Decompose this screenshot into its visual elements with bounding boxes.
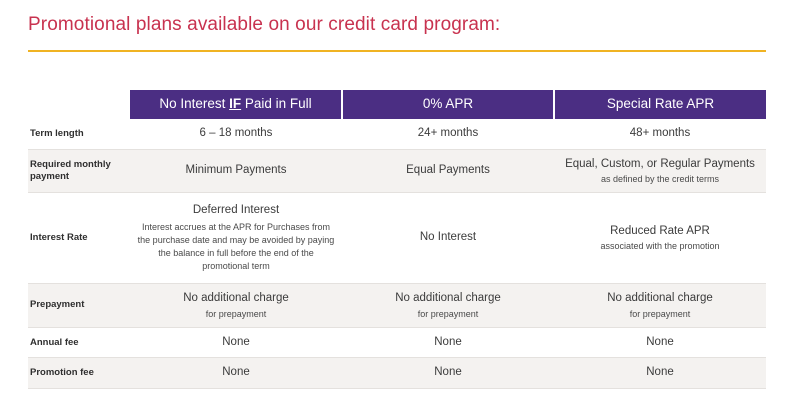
cell-interest-rate-zero-apr (342, 193, 554, 284)
cell-prepayment-zero-apr (342, 284, 554, 328)
cell-main-text: 6 – 18 months (199, 127, 273, 140)
cell-main-text: Deferred Interest (192, 204, 280, 217)
table-row (28, 358, 766, 389)
cell-main-text: Equal Payments (406, 164, 490, 177)
table-row (28, 119, 766, 149)
cell-main-text: 48+ months (629, 127, 691, 140)
cell-promotion-fee-zero-apr (342, 358, 554, 389)
cell-sub-text: for prepayment (417, 308, 479, 319)
cell-main-text: None (646, 366, 674, 379)
cell-promotion-fee-special-rate (554, 358, 766, 389)
cell-promotion-fee-no-interest (130, 358, 342, 389)
cell-sub-text: associated with the promotion (600, 241, 720, 252)
row-label-interest-rate: Interest Rate (28, 193, 130, 284)
table-row (28, 327, 766, 358)
header-spacer (28, 90, 130, 119)
cell-main-text: None (434, 335, 462, 348)
page-title: Promotional plans available on our credit card program: (28, 14, 501, 35)
row-label-prepayment: Prepayment (28, 284, 130, 328)
cell-required-payment-special-rate (554, 149, 766, 193)
cell-main-text: Equal, Custom, or Regular Payments (565, 157, 755, 170)
cell-interest-rate-special-rate (554, 193, 766, 284)
cell-main-text: Reduced Rate APR (610, 224, 710, 237)
cell-main-text: No additional charge (183, 292, 289, 305)
cell-annual-fee-no-interest (130, 327, 342, 358)
header-text-prefix: No Interest (159, 96, 230, 111)
cell-sub-text: for prepayment (205, 308, 267, 319)
cell-sub-text: as defined by the credit terms (600, 174, 720, 185)
column-header-zero-percent-apr: 0% APR (342, 90, 554, 119)
cell-main-text: No Interest (419, 231, 477, 244)
cell-required-payment-zero-apr (342, 149, 554, 193)
promotional-plans-table (28, 90, 766, 389)
cell-main-text: None (434, 366, 462, 379)
cell-annual-fee-zero-apr (342, 327, 554, 358)
cell-prepayment-no-interest (130, 284, 342, 328)
table-row (28, 149, 766, 193)
cell-term-length-special-rate (554, 119, 766, 149)
row-label-required-monthly-payment: Required monthly payment (28, 149, 130, 193)
column-header-no-interest-if-paid-in-full (130, 90, 342, 119)
table-row (28, 193, 766, 284)
table-row (28, 284, 766, 328)
title-divider (28, 50, 766, 52)
cell-main-text: Minimum Payments (185, 164, 287, 177)
header-text-emphasis: IF (229, 96, 242, 111)
cell-interest-rate-no-interest (130, 193, 342, 284)
table-body (28, 119, 766, 388)
table-header (28, 90, 766, 119)
cell-main-text: No additional charge (607, 292, 713, 305)
cell-main-text: None (646, 335, 674, 348)
row-label-annual-fee: Annual fee (28, 327, 130, 358)
cell-main-text: None (222, 366, 250, 379)
cell-main-text: 24+ months (417, 127, 479, 140)
cell-sub-text: for prepayment (629, 308, 691, 319)
cell-term-length-no-interest (130, 119, 342, 149)
column-header-special-rate-apr: Special Rate APR (554, 90, 766, 119)
header-text-suffix: Paid in Full (241, 96, 312, 111)
cell-main-text: None (222, 335, 250, 348)
cell-required-payment-no-interest (130, 149, 342, 193)
cell-term-length-zero-apr (342, 119, 554, 149)
row-label-promotion-fee: Promotion fee (28, 358, 130, 389)
cell-main-text: No additional charge (395, 292, 501, 305)
cell-sub-text: Interest accrues at the APR for Purchases from the purchase date and may be avoided by paying the balance in full before the end of the promotional term (137, 221, 335, 272)
cell-annual-fee-special-rate (554, 327, 766, 358)
cell-prepayment-special-rate (554, 284, 766, 328)
row-label-term-length: Term length (28, 119, 130, 149)
